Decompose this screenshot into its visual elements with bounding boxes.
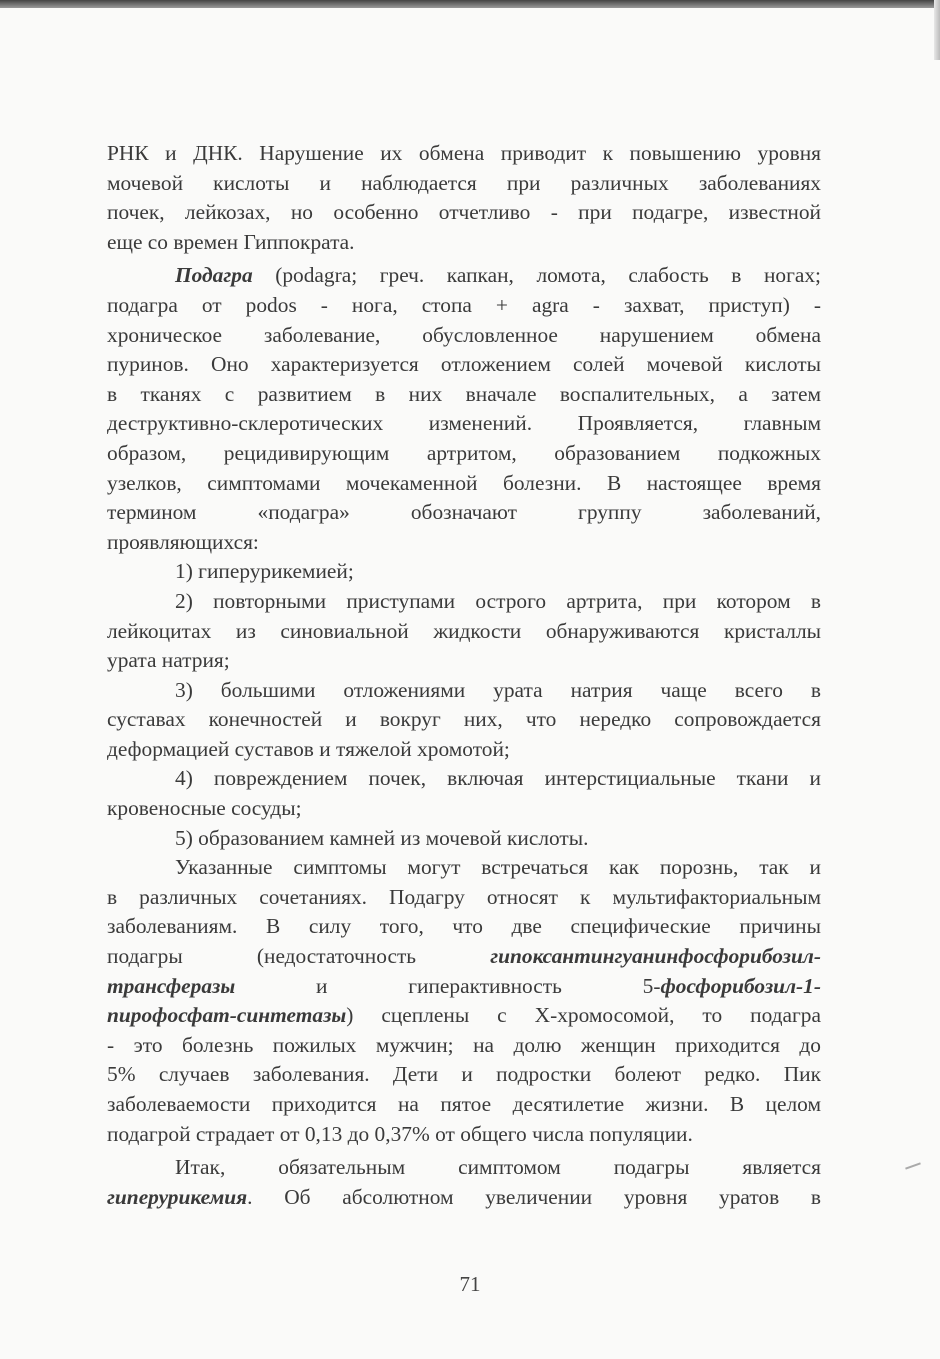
text-run: термином «подагра» обозначают группу заболеваний, xyxy=(107,500,821,525)
text-line xyxy=(107,469,821,499)
text-run: - это болезнь пожилых мужчин; на долю женщин приходится до xyxy=(107,1032,821,1057)
text-line xyxy=(107,350,821,380)
text-run: 5) образованием камней из мочевой кислоты. xyxy=(175,825,589,850)
text-run: суставах конечностей и вокруг них, что нередко сопровождается xyxy=(107,707,821,732)
scan-edge-right xyxy=(934,0,940,60)
text-run: еще со времен Гиппократа. xyxy=(107,229,355,254)
pencil-mark xyxy=(905,1162,921,1169)
text-line xyxy=(107,1001,821,1031)
text-line xyxy=(107,291,821,321)
text-run: заболеваемости приходится на пятое десятилетие жизни. В целом xyxy=(107,1092,821,1116)
text-run: подагры (недостаточность xyxy=(107,944,491,969)
text-run: деформацией суставов и тяжелой хромотой; xyxy=(107,736,510,761)
text-run: . Об абсолютном увеличении уровня уратов в xyxy=(247,1184,821,1209)
text-line xyxy=(107,794,821,824)
text-run: в различных сочетаниях. Подагру относят к мультифакториальным xyxy=(107,884,821,909)
text-line xyxy=(107,942,821,972)
text-run: 4) повреждением почек, включая интерстициальные ткани и xyxy=(175,766,821,791)
text-line xyxy=(107,261,821,291)
text-run: 1) гиперурикемией; xyxy=(175,559,354,584)
text-line xyxy=(107,1031,821,1061)
text-run: Итак, обязательным симптомом подагры является xyxy=(175,1155,821,1180)
text-line xyxy=(107,409,821,439)
text-run: (podagra; греч. капкан, ломота, слабость в ногах; xyxy=(252,263,821,288)
text-line xyxy=(107,557,821,587)
text-run: 5% случаев заболевания. Дети и подростки болеют редко. Пик xyxy=(107,1062,821,1087)
text-line xyxy=(107,705,821,735)
text-line xyxy=(107,228,821,258)
text-run: и гиперактивность 5- xyxy=(235,973,661,998)
text-run: 2) повторными приступами острого артрита, при котором в xyxy=(175,588,821,613)
text-line xyxy=(107,380,821,410)
text-line xyxy=(107,139,821,169)
scan-edge-top xyxy=(0,0,940,8)
text-run: РНК и ДНК. Нарушение их обмена приводит к повышению уровня xyxy=(107,141,821,165)
text-line xyxy=(107,646,821,676)
text-run: Указанные симптомы могут встречаться как порознь, так и xyxy=(175,855,821,880)
text-run: подагрой страдает от 0,13 до 0,37% от общего числа популяции. xyxy=(107,1121,693,1146)
text-line xyxy=(107,1153,821,1183)
text-run: почек, лейкозах, но особенно отчетливо - при подагре, известной xyxy=(107,200,821,225)
text-run: хроническое заболевание, обусловленное нарушением обмена xyxy=(107,322,821,347)
text-run: пуринов. Оно характеризуется отложением солей мочевой кислоты xyxy=(107,352,821,377)
emphasized-term: фосфорибозил-1- xyxy=(660,973,821,998)
text-line xyxy=(107,972,821,1002)
text-run: деструктивно-склеротических изменений. Проявляется, главным xyxy=(107,411,821,436)
text-run: в тканях с развитием в них вначале воспалительных, а затем xyxy=(107,381,821,406)
emphasized-term: гипоксантингуанинфосфорибозил- xyxy=(490,944,821,969)
text-run: образом, рецидивирующим артритом, образованием подкожных xyxy=(107,440,821,465)
text-line xyxy=(107,198,821,228)
text-line xyxy=(107,853,821,883)
text-run: кровеносные сосуды; xyxy=(107,796,302,821)
text-line xyxy=(107,587,821,617)
text-line xyxy=(107,528,821,558)
text-line xyxy=(107,617,821,647)
text-line xyxy=(107,498,821,528)
text-line xyxy=(107,824,821,854)
emphasized-term: гиперурикемия xyxy=(107,1184,248,1209)
text-run: ) сцеплены с Х-хромосомой, то подагра xyxy=(346,1003,821,1028)
body-text xyxy=(107,139,821,1212)
text-line xyxy=(107,439,821,469)
text-line xyxy=(107,912,821,942)
text-line xyxy=(107,676,821,706)
text-run: подагра от podos - нога, стопа + agra - захват, приступ) - xyxy=(107,292,821,317)
emphasized-term: трансферазы xyxy=(107,973,236,998)
text-line xyxy=(107,764,821,794)
text-line xyxy=(107,321,821,351)
text-line xyxy=(107,1120,821,1150)
text-line xyxy=(107,1090,821,1120)
text-run: мочевой кислоты и наблюдается при различных заболеваниях xyxy=(107,170,821,195)
text-run: лейкоцитах из синовиальной жидкости обнаруживаются кристаллы xyxy=(107,618,821,643)
text-line xyxy=(107,883,821,913)
text-line xyxy=(107,169,821,199)
text-run: заболеваниям. В силу того, что две специфические причины xyxy=(107,914,821,939)
text-run: проявляющихся: xyxy=(107,529,259,554)
text-run: 3) большими отложениями урата натрия чаще всего в xyxy=(175,677,821,702)
text-run: узелков, симптомами мочекаменной болезни. В настоящее время xyxy=(107,470,821,495)
text-line xyxy=(107,735,821,765)
emphasized-term: Подагра xyxy=(175,263,253,288)
text-line xyxy=(107,1060,821,1090)
text-line xyxy=(107,1183,821,1213)
emphasized-term: пирофосфат-синтетазы xyxy=(107,1003,347,1028)
text-run: урата натрия; xyxy=(107,648,230,673)
page-number: 71 xyxy=(459,1272,481,1296)
